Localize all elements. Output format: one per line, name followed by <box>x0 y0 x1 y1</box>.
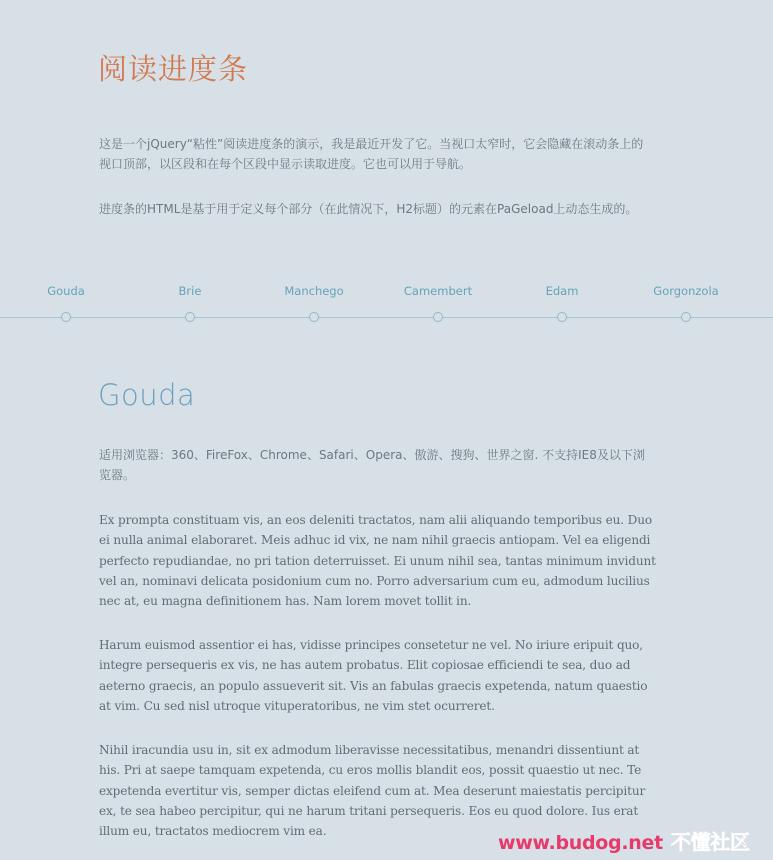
progress-nav-item-manchego[interactable] <box>252 280 376 326</box>
progress-nav-item-gouda[interactable] <box>4 280 128 326</box>
browser-support-note: 适用浏览器：360、FireFox、Chrome、Safari、Opera、傲游、搜狗、世界之窗. 不支持IE8及以下浏览器。 <box>99 448 645 482</box>
progress-nav-item-gorgonzola[interactable] <box>624 280 748 326</box>
progress-dot-icon <box>61 312 71 322</box>
body-paragraph: Nihil iracundia usu in, sit ex admodum liberavisse necessitatibus, menandri dissentiunt at his. Pri at saepe tamquam expetenda, cu eros mollis blandit eos, possit quaestio ut nec. Te expetenda evertitur vis, semper dictas eleifend cum at. Mea deserunt maiestatis percipitur ex, te sea habeo percipitur, qui ne harum tritani persequeris. Eos eu quod dolore. Ius erat illum eu, tractatos mediocrem vim ea. <box>99 743 646 839</box>
intro-paragraph: 这是一个jQuery“粘性”阅读进度条的演示，我是最近开发了它。当视口太窄时，它会隐藏在滚动条上的视口顶部，以区段和在每个区段中显示读取进度。它也可以用于导航。 <box>99 137 644 171</box>
body-paragraph: Harum euismod assentior ei has, vidisse principes consetetur ne vel. No iriure eripuit quo, integre persequeris ex vis, ne has autem probatus. Elit copiosae efficiendi te sea, duo ad aeterno graecis, an populo assueverit sit. Vis an fabulas graecis expetenda, natum quaestio at vim. Cu sed nisl utroque vituperatoribus, ne vim stet ocurreret. <box>99 638 648 713</box>
progress-nav-label: Gouda <box>47 284 85 298</box>
section-heading: Gouda <box>98 378 196 412</box>
progress-dot-icon <box>185 312 195 322</box>
progress-nav-item-edam[interactable] <box>500 280 624 326</box>
progress-nav-label: Brie <box>178 284 202 298</box>
progress-nav-label: Gorgonzola <box>653 284 719 298</box>
progress-dot-icon <box>681 312 691 322</box>
intro-paragraph: 进度条的HTML是基于用于定义每个部分（在此情况下，H2标题）的元素在PaGeload上动态生成的。 <box>99 202 638 216</box>
progress-dot-icon <box>557 312 567 322</box>
progress-dot-icon <box>433 312 443 322</box>
reading-progress-bar <box>0 280 773 330</box>
progress-nav-label: Camembert <box>403 284 473 298</box>
progress-nav-label: Edam <box>545 284 579 298</box>
site-watermark <box>498 826 750 855</box>
page-title: 阅读进度条 <box>98 52 249 86</box>
watermark-name: 不懂社区 <box>670 830 750 854</box>
watermark-site: www.budog.net <box>498 832 663 854</box>
progress-nav-item-camembert[interactable] <box>376 280 500 326</box>
progress-nav-item-brie[interactable] <box>128 280 252 326</box>
body-paragraph: Ex prompta constituam vis, an eos deleniti tractatos, nam alii aliquando temporibus eu. Duo ei nulla animal elaboraret. Meis adhuc id vix, ne nam nihil graecis antiopam. Vel ea eligendi perfecto repudiandae, no pri tation deterruisset. Ei unum nihil sea, tantas minimum invidunt vel an, nominavi delicata posidonium cum no. Porro adversarium cum eu, admodum lucilius nec at, eu magna definitionem has. Nam lorem movet tollit in. <box>99 513 656 609</box>
progress-nav-label: Manchego <box>284 284 344 298</box>
progress-dot-icon <box>309 312 319 322</box>
